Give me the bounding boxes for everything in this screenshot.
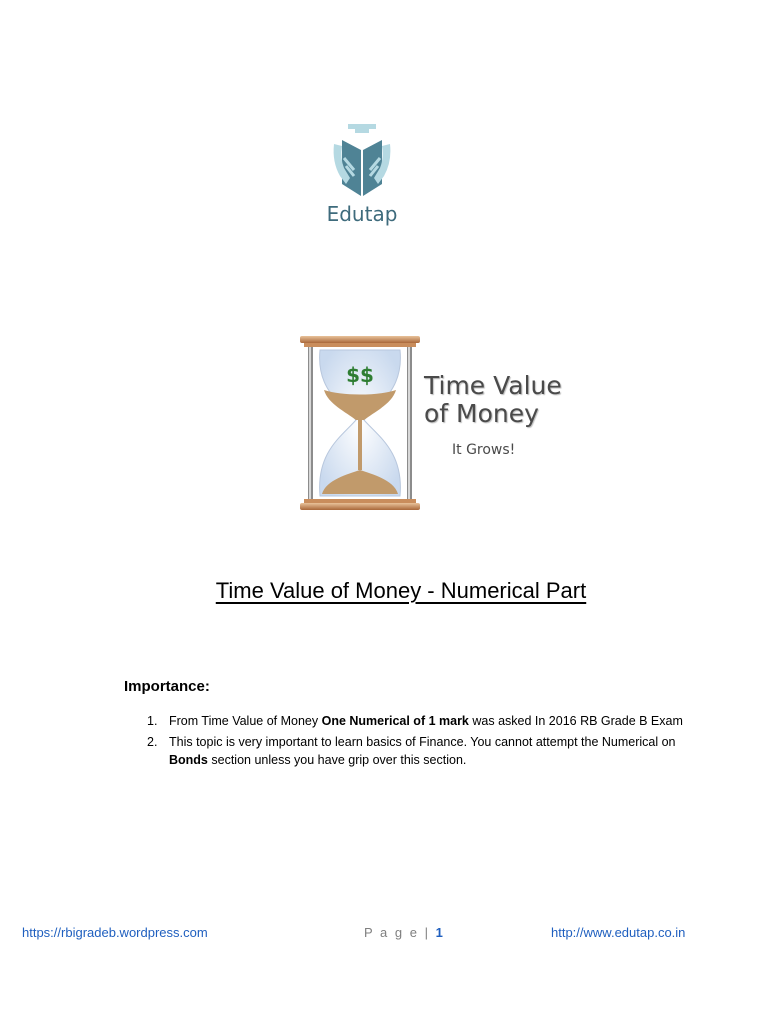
page-number: 1 — [435, 925, 443, 940]
list-number: 2. — [147, 735, 158, 749]
hourglass-icon — [298, 334, 424, 512]
dollar-sign-label: $$ — [346, 363, 374, 387]
edutap-logo — [322, 122, 402, 234]
page-number-label — [364, 925, 443, 940]
list-emphasis: Bonds — [169, 753, 208, 767]
footer-left-link[interactable]: https://rbigradeb.wordpress.com — [22, 925, 208, 940]
list-text: section unless you have grip over this section. — [207, 753, 467, 767]
banner-title-line1: Time Value — [424, 371, 562, 400]
page-title-text: Time Value of Money - Numerical Part — [215, 578, 587, 603]
footer-right-link[interactable]: http://www.edutap.co.in — [551, 925, 686, 940]
list-emphasis: One Numerical of 1 mark — [321, 714, 469, 728]
list-text: This topic is very important to learn basics of Finance. You cannot attempt the Numerical on — [169, 735, 676, 749]
banner-tagline: It Grows! — [452, 442, 516, 458]
banner-title — [424, 372, 562, 428]
importance-heading: Importance: — [124, 678, 210, 695]
list-item — [147, 733, 687, 769]
list-item — [147, 712, 687, 730]
list-text: was asked In 2016 RB Grade B Exam — [468, 714, 683, 728]
list-text: From Time Value of Money — [169, 714, 322, 728]
book-hands-icon — [328, 122, 396, 202]
logo-text: Edutap — [326, 202, 398, 226]
page-title — [0, 578, 768, 604]
banner-title-line2: of Money — [424, 399, 539, 428]
list-number: 1. — [147, 714, 158, 728]
page-label: P a g e | — [364, 925, 430, 940]
importance-list — [147, 712, 687, 772]
